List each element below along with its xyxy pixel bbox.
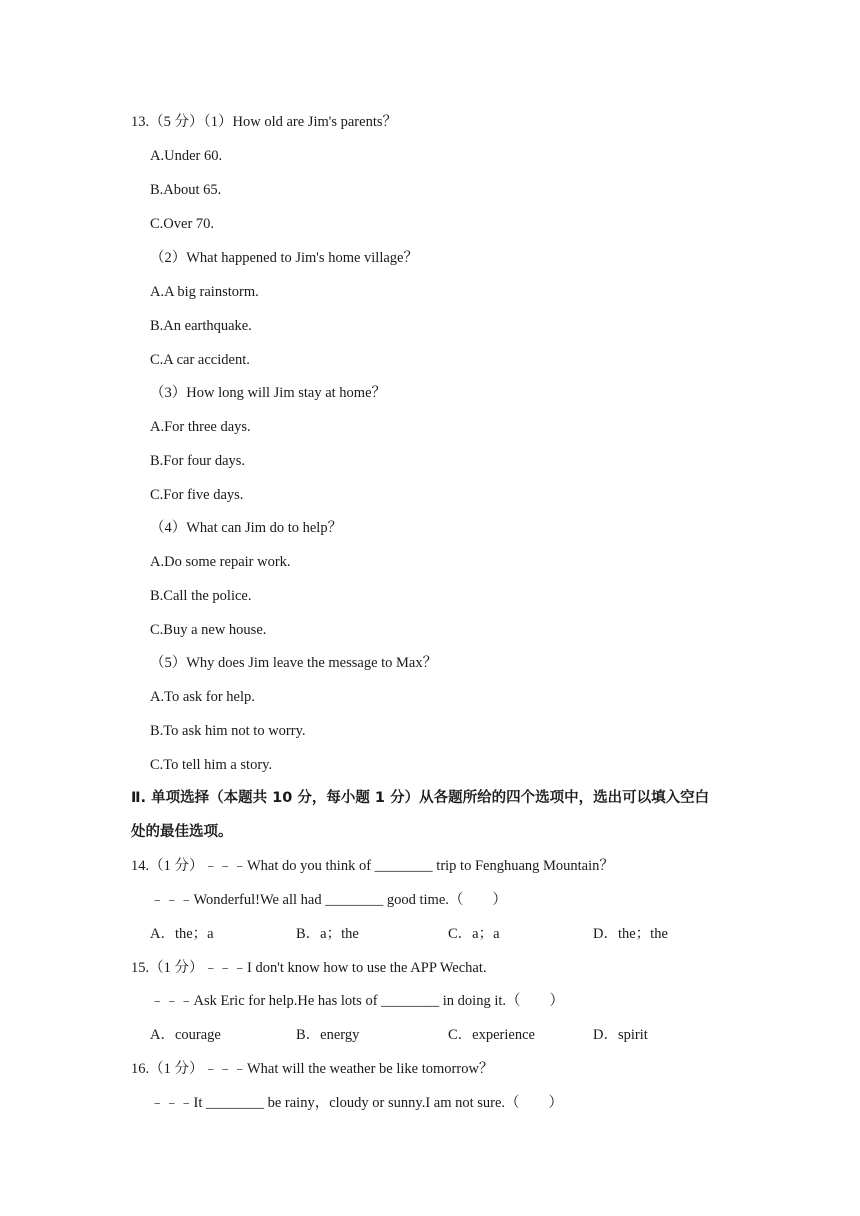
q13-5-option-b: B.To ask him not to worry. [150, 723, 306, 739]
q13-3-option-b: B.For four days. [150, 453, 246, 469]
q15-choice-a: A．courage [150, 1027, 221, 1043]
q13-sub-3: （3）How long will Jim stay at home？ [150, 385, 387, 401]
section-2-heading-cont: 处的最佳选项。 [131, 824, 233, 840]
q15-choice-b: B．energy [296, 1027, 360, 1043]
q13-sub-5: （5）Why does Jim leave the message to Max？ [150, 655, 438, 671]
question-16-stem: 16.（1 分）﹣﹣﹣What will the weather be like tomorrow？ [131, 1061, 494, 1077]
section-2-heading: Ⅱ. 单项选择（本题共 10 分，每小题 1 分）从各题所给的四个选项中，选出可以填入空白 [131, 790, 710, 806]
question-14-stem: 14.（1 分）﹣﹣﹣What do you think of ________ trip to Fenghuang Mountain？ [131, 858, 614, 874]
question-14-reply: ﹣﹣﹣Wonderful!We all had ________ good time.（ ） [150, 892, 507, 908]
q13-5-option-c: C.To tell him a story. [150, 757, 273, 773]
question-15-reply: ﹣﹣﹣Ask Eric for help.He has lots of ________ in doing it.（ ） [150, 993, 565, 1009]
q15-choice-d: D．spirit [593, 1027, 648, 1043]
q13-4-option-c: C.Buy a new house. [150, 622, 267, 638]
q13-1-option-c: C.Over 70. [150, 216, 215, 232]
q14-choice-c: C．a；a [448, 926, 500, 942]
q13-5-option-a: A.To ask for help. [150, 689, 255, 705]
q13-4-option-a: A.Do some repair work. [150, 554, 291, 570]
q13-2-option-b: B.An earthquake. [150, 318, 252, 334]
q13-3-option-c: C.For five days. [150, 487, 244, 503]
q13-2-option-c: C.A car accident. [150, 352, 250, 368]
question-15-stem: 15.（1 分）﹣﹣﹣I don't know how to use the APP Wechat. [131, 960, 487, 976]
q13-2-option-a: A.A big rainstorm. [150, 284, 259, 300]
q13-1-option-b: B.About 65. [150, 182, 222, 198]
q14-choice-d: D．the；the [593, 926, 668, 942]
q13-sub-2: （2）What happened to Jim's home village？ [150, 250, 418, 266]
q14-choice-b: B．a；the [296, 926, 359, 942]
q14-choice-a: A．the；a [150, 926, 214, 942]
q13-3-option-a: A.For three days. [150, 419, 251, 435]
q13-1-option-a: A.Under 60. [150, 148, 223, 164]
q13-sub-4: （4）What can Jim do to help？ [150, 520, 343, 536]
q15-choice-c: C．experience [448, 1027, 535, 1043]
q13-4-option-b: B.Call the police. [150, 588, 252, 604]
question-16-reply: ﹣﹣﹣It ________ be rainy，cloudy or sunny.I am not sure.（ ） [150, 1095, 564, 1111]
question-13-stem: 13.（5 分）（1）How old are Jim's parents？ [131, 114, 397, 130]
